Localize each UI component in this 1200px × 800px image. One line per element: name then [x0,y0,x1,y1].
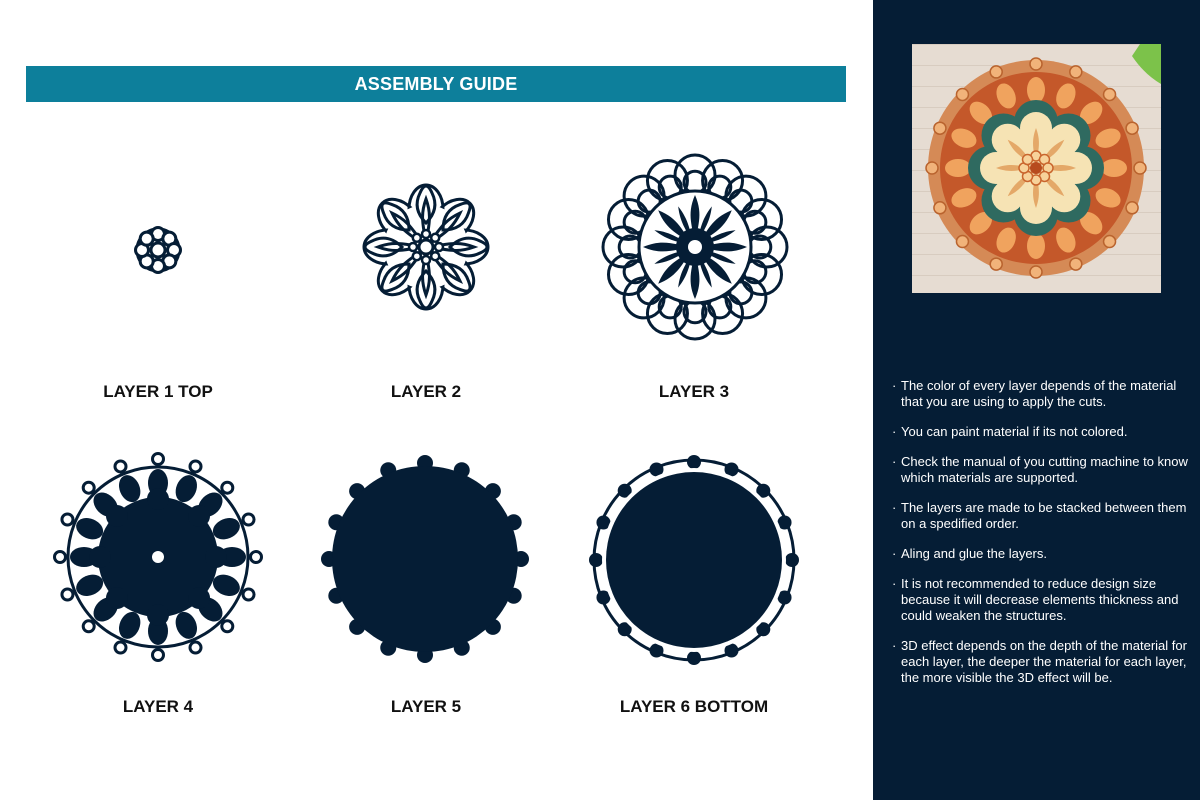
photo-bead [934,122,946,134]
center-hole [688,240,702,254]
layer-4-pattern [53,452,263,662]
layer-4-label: LAYER 4 [122,697,194,716]
assembly-guide-banner [26,66,846,102]
photo-bead [934,202,946,214]
edge-bead [222,482,233,493]
edge-bump [589,553,603,567]
edge-bead [62,514,73,525]
tip-item: · The color of every layer depends of the material that you are using to apply the cuts. [892,378,1192,410]
edge-bead [62,589,73,600]
mandala-group [926,58,1146,278]
lobe [188,505,210,527]
center-dot [419,240,433,254]
photo-bead [1030,266,1042,278]
tips-list [892,378,1192,700]
edge-bead [243,514,254,525]
tip-item: · 3D effect depends on the depth of the material for each layer, the deeper the material for each layer, the more visible the 3D effect will be. [892,638,1192,686]
banner-title: ASSEMBLY GUIDE [354,73,518,94]
lobe [89,546,111,568]
hub-dot [431,234,439,242]
edge-bead [153,454,164,465]
layer-1-pattern [128,220,188,280]
photo-bead [990,258,1002,270]
photo-petal [945,159,971,177]
lobe [106,587,128,609]
hub-dot [431,252,439,260]
wood-grain [912,44,1161,45]
layer-5-label: LAYER 5 [390,697,462,716]
tip-item: · You can paint material if its not colored. [892,424,1192,440]
edge-bead [83,621,94,632]
layer-6-label: LAYER 6 BOTTOM [619,697,769,716]
edge-bead [243,589,254,600]
edge-bead [83,482,94,493]
hub-dot [435,243,443,251]
layer-3-label: LAYER 3 [658,382,730,401]
layer-2-label: LAYER 2 [390,382,462,401]
tip-item: · It is not recommended to reduce design size because it will decrease elements thickness and could weaken the structures. [892,576,1192,624]
edge-bump [687,651,701,665]
photo-bead [1126,202,1138,214]
hub-dot [413,252,421,260]
photo-bead [956,88,968,100]
edge-bead [222,621,233,632]
edge-bead [190,642,201,653]
layer-1-label: LAYER 1 TOP [103,382,213,401]
photo-bead [1104,236,1116,248]
photo-bead [1070,66,1082,78]
tip-item: · Check the manual of you cutting machine to know which materials are supported. [892,454,1192,486]
tip-item: · The layers are made to be stacked between them on a spedified order. [892,500,1192,532]
photo-bead [1104,88,1116,100]
photo-petal [1027,233,1045,259]
hub-dot [422,230,430,238]
photo-hub-dot [1023,155,1033,165]
tip-item: · Aling and glue the layers. [892,546,1192,562]
photo-center [1030,162,1042,174]
main-disc [606,472,782,648]
layer-6-pattern [586,452,802,668]
lobe [106,505,128,527]
lobe [205,546,227,568]
layer-3-pattern [598,150,792,344]
lobe [147,488,169,510]
hub-dot [413,234,421,242]
edge-bead [55,552,66,563]
photo-bead [990,66,1002,78]
edge-bead [190,461,201,472]
main-disc [332,466,518,652]
center-dot [151,243,165,257]
mandala-photo-image [912,44,1161,293]
finished-mandala-photo [912,44,1161,293]
ring-dot [140,232,153,245]
photo-bead [956,236,968,248]
edge-bump [785,553,799,567]
lobe [188,587,210,609]
photo-bead [1126,122,1138,134]
edge-bead [153,650,164,661]
layer-2-pattern [361,182,491,312]
photo-petal [1101,159,1127,177]
lobe [147,604,169,626]
layer-5-pattern [318,452,532,666]
hub-dot [409,243,417,251]
edge-bead [251,552,262,563]
edge-bump [687,455,701,469]
photo-bead [1134,162,1146,174]
photo-bead [1030,58,1042,70]
edge-bead [115,642,126,653]
edge-bead [115,461,126,472]
hub-dot [422,256,430,264]
photo-bead [1070,258,1082,270]
photo-petal [1027,77,1045,103]
center-hole [152,551,164,563]
photo-bead [926,162,938,174]
